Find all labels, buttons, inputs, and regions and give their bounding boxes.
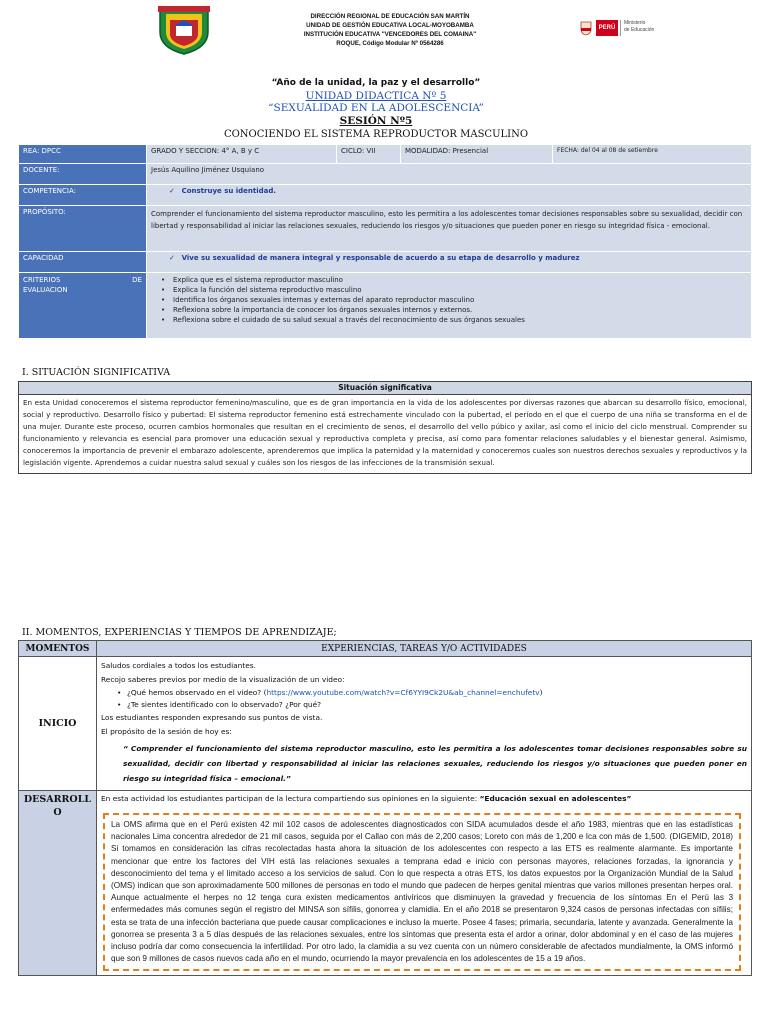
criterios-list	[147, 273, 752, 339]
criterios-label: CRITERIOS DE EVALUACION	[19, 273, 147, 339]
info-row-docente	[19, 164, 752, 185]
docente-value: Jesús Aquilino Jiménez Usquiano	[147, 164, 752, 185]
desarrollo-row	[19, 791, 752, 976]
momentos-header-row	[19, 641, 752, 657]
rea-cell: REA: DPCC	[19, 145, 147, 164]
criterio-item: • Explica que es el sistema reproductor masculino	[157, 275, 747, 285]
competencia-value: ✓ Construye su identidad.	[147, 185, 752, 206]
section-1-title: I. SITUACIÓN SIGNIFICATIVA	[22, 367, 171, 378]
criterio-item: • Explica la función del sistema reproductivo masculino	[157, 285, 747, 295]
institution-line-3: INSTITUCIÓN EDUCATIVA "VENCEDORES DEL COMAINA"	[303, 31, 477, 38]
criterio-item: • Reflexiona sobre la importancia de conocer los órganos sexuales internos y externos.	[157, 305, 747, 315]
peru-coat-of-arms-icon	[578, 20, 594, 36]
competencia-label: COMPETENCIA:	[19, 185, 147, 206]
unit-theme: “SEXUALIDAD EN LA ADOLESCENCIA”	[268, 102, 484, 114]
desarrollo-content	[97, 791, 752, 976]
inicio-label: INICIO	[19, 657, 97, 791]
situacion-text: En esta Unidad conoceremos el sistema reproductor femenino/masculino, que es de gran importancia en la vida de los adolescentes por diversas razones que abarcan su desarrollo físico, emocional, social y reproductivo. Desarrollo físico y pubertad: El sistema reproductor femenino está estrechamente vinculado con la pubertad, el período en el que el cuerpo de una niña se transforma en el de una mujer. Durante este proceso, ocurren cambios hormonales que resultan en el crecimiento de senos, el desarrollo del vello púbico y axilar, así como el inicio del ciclo menstrual. Comprender su funcionamiento y relevancia es esencial para promover una educación sexual y reproductiva completa y precisa, así como para fomentar relaciones saludables y el bienestar general. Asimismo, conoceremos la importancia de prevenir el embarazo adolescente, aprenderemos que implica la paternidad y la maternidad y conoceremos cuales son nuestros derechos sexuales y reproductivos y la legislación vigente. Aprendemos a cuidar nuestra salud sexual y cuáles son los riesgos de las infecciones de la transmisión sexual.	[23, 398, 747, 467]
institution-header-text	[270, 12, 510, 48]
document-header	[0, 0, 768, 62]
situacion-significativa-box	[18, 381, 752, 474]
info-row-proposito	[19, 206, 752, 252]
institution-line-2: UNIDAD DE GESTIÓN EDUCATIVA LOCAL-MOYOBAMBA	[306, 22, 474, 29]
proposito-intro: El propósito de la sesión de hoy es:	[101, 727, 232, 736]
info-row-general	[19, 145, 752, 164]
session-info-table	[18, 144, 752, 339]
ministry-logo	[578, 18, 698, 40]
video-link[interactable]: https://www.youtube.com/watch?v=Cf6YYI9Ck2U&ab_channel=enchufetv	[266, 688, 540, 697]
responden-text: Los estudiantes responden expresando sus puntos de vista.	[101, 713, 323, 722]
question-2: • ¿Te sientes identificado con lo observado? ¿Por qué?	[113, 699, 751, 711]
reading-box: La OMS afirma que en el Perú existen 42 mil 102 casos de adolescentes diagnosticados con SIDA acumulados desde el año 1983, mientras que en las estadísticas nacionales Lima concentra alrededor de 21 mil casos, seguida por el Callao con más de 2,200 casos; Loreto con más de 1,200 e Ica con más de 1,500. (DIGEMID, 2018) Si tomamos en consideración las cifras recolectadas hasta ahora la situación de los adolescentes con respecto a las ETS es realmente alarmante. Es importante mencionar que entre los factores del VIH está las relaciones sexuales a temprana edad e inicio con personas mayores, relaciones forzadas, la ignorancia y desconocimiento del tema y el limitado acceso a los servicios de salud. Con lo que respecta a otras ETS, los datos expuestos por la Organización Mundial de la Salud (OMS) indican que son aproximadamente 500 millones de personas en todo el mundo que padecen de herpes genital mientras que varios millones presentan herpes oral. Aunque actualmente el herpes no 12 tenga cura existen medicamentos antivíricos que disminuyen la gravedad y frecuencia de los síntomas En el Perú las 3 enfermedades más comunes según el registro del MINSA son sífilis, gonorrea y clamidia. En el año 2018 se presentaron 9,324 casos de personas infectadas con sífilis; esta se trata de una infección bacteriana que puede causar complicaciones e incluso la muerte. Posee 4 fases; primaria, secundaria, latente y avanzada. Generalmente la gonorrea se presenta 3 a 5 días después de las relaciones sexuales, entre los síntomas que presenta esta el ardor a orinar, dolor abdominal y en el caso de las mujeres incluso podría dar como consecuencia la infertilidad. Por otro lado, la clamidia a su vez cuenta con un número considerable de afectados mundialmente, la OMS informó que son 9 millones de casos nuevos cada año en el mundo, ocurriendo la mayor prevalencia en los adolescentes de 15 a 19 años.	[103, 813, 741, 971]
checkmark-icon: ✓	[169, 187, 175, 195]
docente-label: DOCENTE:	[19, 164, 147, 185]
criterio-item: • Identifica los órganos sexuales internas y externas del aparato reproductor masculino	[157, 295, 747, 305]
unit-title: UNIDAD DIDACTICA Nº 5	[305, 90, 447, 102]
modalidad-cell: MODALIDAD: Presencial	[401, 145, 553, 164]
info-row-capacidad	[19, 252, 752, 273]
school-shield-logo-icon	[156, 6, 212, 56]
year-motto: “Año de la unidad, la paz y el desarrollo”	[271, 78, 481, 88]
momentos-table	[18, 640, 752, 976]
institution-line-4: ROQUE, Código Modular Nº 0564286	[336, 40, 444, 47]
situacion-box-title: Situación significativa	[19, 382, 751, 395]
desarrollo-label: DESARROLL O	[19, 791, 97, 976]
capacidad-label: CAPACIDAD	[19, 252, 147, 273]
question-1: • ¿Qué hemos observado en el video? (https://www.youtube.com/watch?v=Cf6YYI9Ck2U&ab_channel=enchufetv)	[113, 687, 751, 699]
desarrollo-intro: En esta actividad los estudiantes participan de la lectura compartiendo sus opiniones en la siguiente: “Educación sexual en adolescentes”	[101, 794, 632, 803]
info-row-competencia	[19, 185, 752, 206]
session-number: SESIÓN Nº5	[339, 115, 413, 127]
session-name: CONOCIENDO EL SISTEMA REPRODUCTOR MASCULINO	[223, 129, 529, 140]
inicio-content	[97, 657, 752, 791]
grado-cell: GRADO Y SECCION: 4° A, B y C	[147, 145, 337, 164]
col-experiencias: EXPERIENCIAS, TAREAS Y/O ACTIVIDADES	[97, 641, 752, 657]
section-2-title: II. MOMENTOS, EXPERIENCIAS Y TIEMPOS DE APRENDIZAJE;	[22, 627, 337, 638]
ministry-name: Ministerio de Educación	[620, 20, 660, 36]
capacidad-value: ✓ Vive su sexualidad de manera integral y responsable de acuerdo a su etapa de desarrollo y madurez	[147, 252, 752, 273]
proposito-label: PROPÓSITO:	[19, 206, 147, 252]
proposito-value: Comprender el funcionamiento del sistema reproductor masculino, esto les permitira a los adolescentes tomar decisiones responsables sobre su sexualidad, decidir con libertad y responsabilidad al iniciar las relaciones sexuales, reduciendo los riesgos y/o situaciones que pueden poner en riesgo su integridad física - emocional.	[147, 206, 752, 252]
criterio-item: • Reflexiona sobre el cuidado de su salud sexual a través del reconocimiento de sus órganos sexuales	[157, 315, 747, 325]
col-momentos: MOMENTOS	[19, 641, 97, 657]
session-purpose: “ Comprender el funcionamiento del sistema reproductor masculino, esto les permitira a los adolescentes tomar decisiones responsables sobre su sexualidad, decidir con libertad y responsabilidad al iniciar las relaciones sexuales, reduciendo los riesgos y/o situaciones que pueden poner en riesgo su integridad física – emocional.”	[123, 744, 747, 783]
inicio-row	[19, 657, 752, 791]
session-titles	[100, 76, 652, 141]
institution-line-1: DIRECCIÓN REGIONAL DE EDUCACIÓN SAN MARTÍN	[310, 13, 470, 20]
peru-badge: PERÚ	[596, 20, 618, 36]
greeting-text: Saludos cordiales a todos los estudiantes.	[101, 661, 257, 670]
recojo-text: Recojo saberes previos por medio de la visualización de un video:	[101, 675, 345, 684]
ciclo-cell: CICLO: VII	[337, 145, 401, 164]
checkmark-icon: ✓	[169, 254, 175, 262]
fecha-cell: FECHA: del 04 al 08 de setiembre	[553, 145, 752, 164]
info-row-criterios	[19, 273, 752, 339]
